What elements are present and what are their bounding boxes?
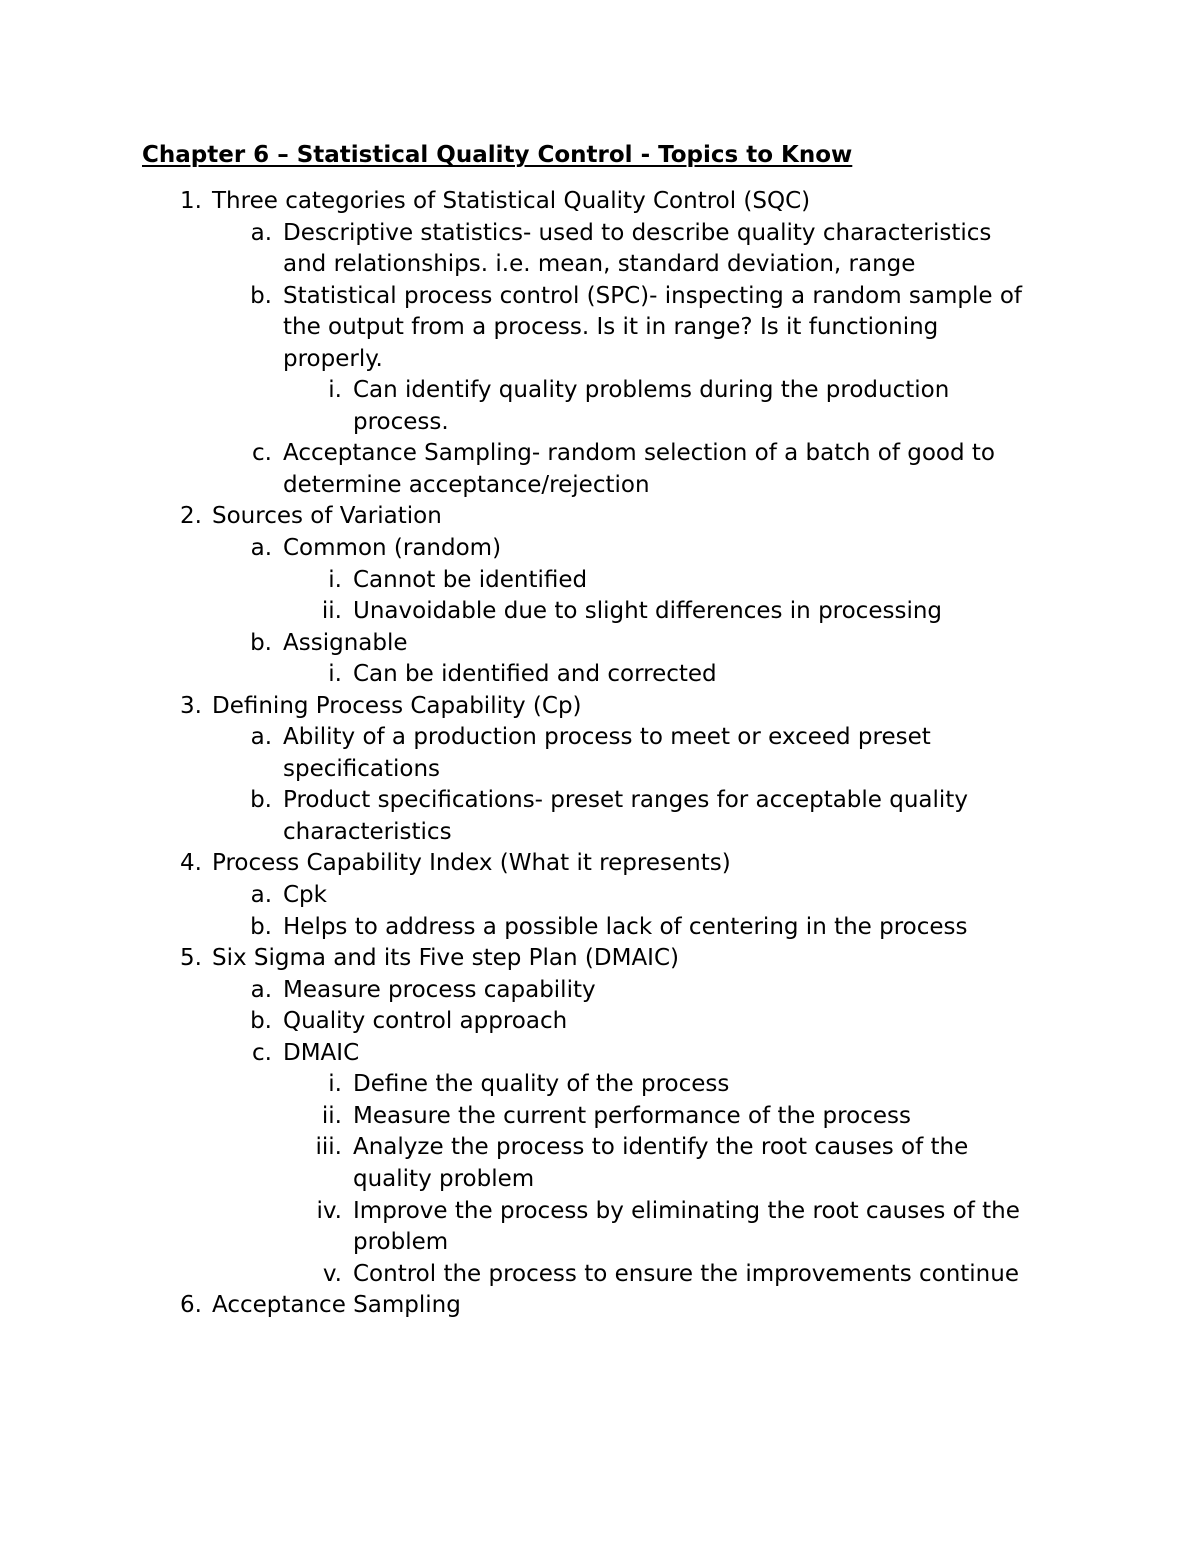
list-item-text: Measure process capability xyxy=(283,976,596,1003)
list-item-text: Six Sigma and its Five step Plan (DMAIC) xyxy=(212,945,679,972)
list-marker: a. xyxy=(250,535,272,562)
list-marker: b. xyxy=(250,1008,272,1035)
list-item-text: Define the quality of the process xyxy=(353,1071,730,1098)
list-marker: iv. xyxy=(316,1197,342,1224)
list-marker: c. xyxy=(252,440,272,467)
outline-line xyxy=(0,912,1200,944)
outline-line xyxy=(0,659,1200,691)
outline-line xyxy=(0,501,1200,533)
topic-outline xyxy=(0,186,1200,1322)
list-item-text: Unavoidable due to slight differences in processing xyxy=(353,598,943,625)
outline-line xyxy=(0,817,1200,849)
list-item-text: Acceptance Sampling- random selection of a batch of good to xyxy=(283,440,995,467)
list-marker: a. xyxy=(250,219,272,246)
list-item-text: properly. xyxy=(283,345,383,372)
outline-line xyxy=(0,407,1200,439)
list-item-text: Measure the current performance of the process xyxy=(353,1102,911,1129)
list-item-text: determine acceptance/rejection xyxy=(283,471,650,498)
list-item-text: Helps to address a possible lack of centering in the process xyxy=(283,913,968,940)
list-marker: i. xyxy=(328,1071,342,1098)
list-marker: a. xyxy=(250,976,272,1003)
outline-line xyxy=(0,1101,1200,1133)
list-item-text: process. xyxy=(353,408,449,435)
outline-line xyxy=(0,848,1200,880)
list-marker: a. xyxy=(250,724,272,751)
outline-line xyxy=(0,312,1200,344)
outline-line xyxy=(0,722,1200,754)
outline-line xyxy=(0,533,1200,565)
list-marker: v. xyxy=(322,1260,342,1287)
list-marker: ii. xyxy=(321,1102,342,1129)
outline-line xyxy=(0,596,1200,628)
list-item-text: Cpk xyxy=(283,882,327,909)
outline-line xyxy=(0,785,1200,817)
list-item-text: Quality control approach xyxy=(283,1008,568,1035)
outline-line xyxy=(0,754,1200,786)
outline-line xyxy=(0,281,1200,313)
list-marker: b. xyxy=(250,787,272,814)
list-item-text: quality problem xyxy=(353,1165,535,1192)
list-marker: 3. xyxy=(180,692,202,719)
list-item-text: Analyze the process to identify the root causes of the xyxy=(353,1134,969,1161)
outline-line xyxy=(0,1038,1200,1070)
list-marker: i. xyxy=(328,377,342,404)
list-item-text: Process Capability Index (What it represents) xyxy=(212,850,731,877)
list-item-text: DMAIC xyxy=(283,1039,360,1066)
list-marker: i. xyxy=(328,566,342,593)
list-item-text: problem xyxy=(353,1229,449,1256)
list-item-text: characteristics xyxy=(283,818,452,845)
outline-line xyxy=(0,470,1200,502)
outline-line xyxy=(0,1259,1200,1291)
outline-line xyxy=(0,375,1200,407)
list-item-text: Acceptance Sampling xyxy=(212,1292,461,1319)
outline-line xyxy=(0,943,1200,975)
outline-line xyxy=(0,880,1200,912)
outline-line xyxy=(0,218,1200,250)
list-item-text: Descriptive statistics- used to describe quality characteristics xyxy=(283,219,992,246)
list-marker: 2. xyxy=(180,503,202,530)
list-item-text: the output from a process. Is it in range? Is it functioning xyxy=(283,314,939,341)
list-item-text: Can be identified and corrected xyxy=(353,661,717,688)
list-item-text: Control the process to ensure the improvements continue xyxy=(353,1260,1019,1287)
list-marker: 1. xyxy=(180,188,202,214)
outline-line xyxy=(0,1069,1200,1101)
outline-line xyxy=(0,344,1200,376)
list-item-text: Three categories of Statistical Quality Control (SQC) xyxy=(212,188,811,214)
outline-line xyxy=(0,1006,1200,1038)
list-marker: 6. xyxy=(180,1292,202,1319)
list-item-text: and relationships. i.e. mean, standard deviation, range xyxy=(283,251,916,278)
outline-line xyxy=(0,1227,1200,1259)
list-marker: c. xyxy=(252,1039,272,1066)
outline-line xyxy=(0,438,1200,470)
outline-line xyxy=(0,628,1200,660)
list-item-text: specifications xyxy=(283,755,441,782)
list-item-text: Product specifications- preset ranges for acceptable quality xyxy=(283,787,968,814)
list-item-text: Common (random) xyxy=(283,535,502,562)
list-marker: i. xyxy=(328,661,342,688)
list-marker: a. xyxy=(250,882,272,909)
list-item-text: Cannot be identified xyxy=(353,566,588,593)
list-item-text: Sources of Variation xyxy=(212,503,442,530)
outline-line xyxy=(0,1290,1200,1322)
list-marker: 5. xyxy=(180,945,202,972)
list-marker: iii. xyxy=(315,1134,342,1161)
page-title: Chapter 6 – Statistical Quality Control - Topics to Know xyxy=(142,142,853,168)
list-item-text: Improve the process by eliminating the root causes of the xyxy=(353,1197,1020,1224)
list-marker: b. xyxy=(250,282,272,309)
outline-line xyxy=(0,249,1200,281)
list-marker: ii. xyxy=(321,598,342,625)
outline-line xyxy=(0,1132,1200,1164)
outline-line xyxy=(0,691,1200,723)
outline-line xyxy=(0,1196,1200,1228)
list-item-text: Assignable xyxy=(283,629,408,656)
list-item-text: Can identify quality problems during the production xyxy=(353,377,950,404)
list-marker: b. xyxy=(250,913,272,940)
list-marker: b. xyxy=(250,629,272,656)
outline-line xyxy=(0,186,1200,218)
outline-line xyxy=(0,1164,1200,1196)
list-item-text: Statistical process control (SPC)- inspecting a random sample of xyxy=(283,282,1023,309)
outline-line xyxy=(0,565,1200,597)
list-marker: 4. xyxy=(180,850,202,877)
outline-line xyxy=(0,975,1200,1007)
list-item-text: Defining Process Capability (Cp) xyxy=(212,692,582,719)
list-item-text: Ability of a production process to meet or exceed preset xyxy=(283,724,931,751)
